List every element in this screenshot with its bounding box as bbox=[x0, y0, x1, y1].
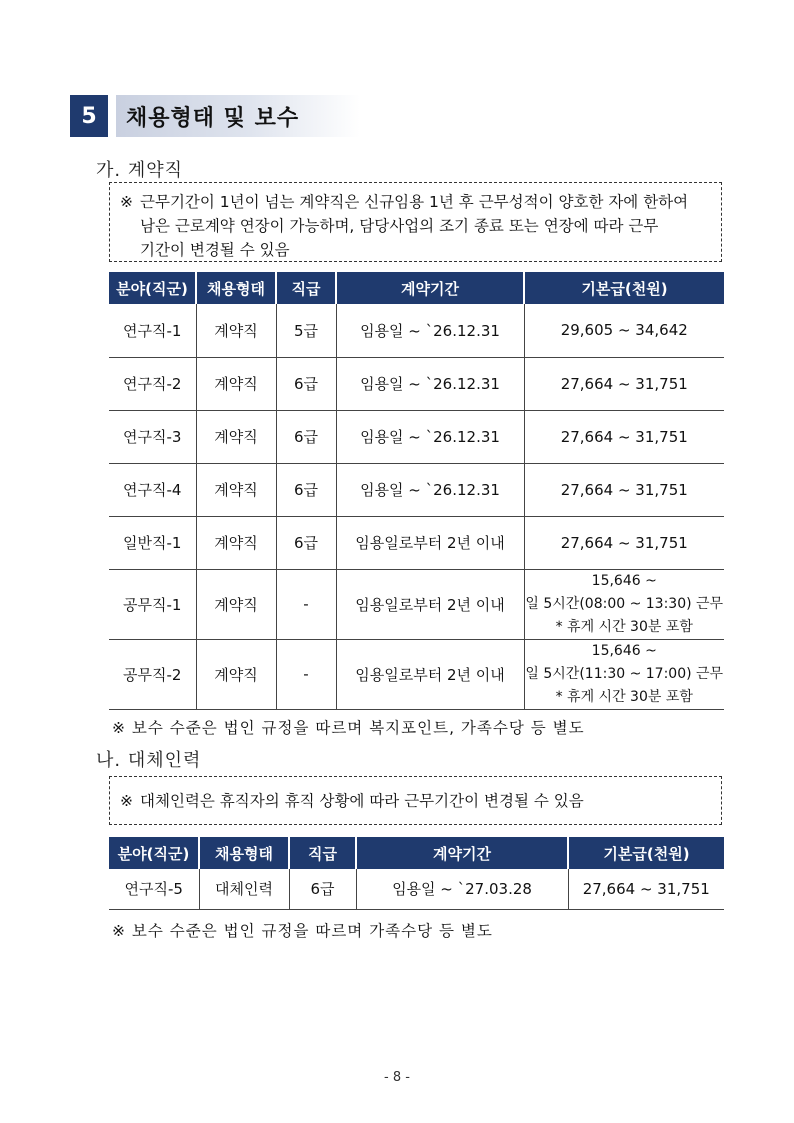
cell-type: 계약직 bbox=[196, 410, 276, 463]
cell-wage: 27,664 ~ 31,751 bbox=[524, 516, 724, 569]
cell-type: 계약직 bbox=[196, 569, 276, 639]
contract-footnote: ※ 보수 수준은 법인 규정을 따르며 복지포인트, 가족수당 등 별도 bbox=[112, 719, 585, 737]
section-number: 5 bbox=[70, 95, 108, 137]
cell-type: 계약직 bbox=[196, 463, 276, 516]
cell-grade: - bbox=[276, 639, 336, 709]
note-mark: ※ bbox=[120, 792, 133, 810]
table-row bbox=[109, 357, 724, 410]
cell-field: 연구직-1 bbox=[109, 304, 196, 357]
wage-break-note: * 휴게 시간 30분 포함 bbox=[555, 618, 693, 635]
cell-type: 대체인력 bbox=[199, 869, 289, 909]
column-header: 계약기간 bbox=[356, 837, 568, 869]
column-header: 직급 bbox=[289, 837, 356, 869]
cell-field: 연구직-3 bbox=[109, 410, 196, 463]
cell-wage: 27,664 ~ 31,751 bbox=[524, 463, 724, 516]
table-header-row bbox=[109, 837, 724, 869]
table-row bbox=[109, 410, 724, 463]
cell-field: 연구직-4 bbox=[109, 463, 196, 516]
substitute-footnote: ※ 보수 수준은 법인 규정을 따르며 가족수당 등 별도 bbox=[112, 922, 493, 940]
column-header: 채용형태 bbox=[199, 837, 289, 869]
cell-field: 연구직-5 bbox=[109, 869, 199, 909]
table-row bbox=[109, 304, 724, 357]
cell-type: 계약직 bbox=[196, 357, 276, 410]
column-header: 기본급(천원) bbox=[568, 837, 724, 869]
cell-grade: 6급 bbox=[276, 357, 336, 410]
table-row bbox=[109, 463, 724, 516]
table-row bbox=[109, 639, 724, 709]
cell-grade: 6급 bbox=[276, 463, 336, 516]
substitute-heading: 나. 대체인력 bbox=[96, 750, 202, 771]
table-row bbox=[109, 516, 724, 569]
cell-type: 계약직 bbox=[196, 639, 276, 709]
note-text: 대체인력은 휴직자의 휴직 상황에 따라 근무기간이 변경될 수 있음 bbox=[140, 792, 584, 810]
section-header bbox=[70, 95, 360, 137]
cell-field: 공무직-1 bbox=[109, 569, 196, 639]
note-line: 근무기간이 1년이 넘는 계약직은 신규임용 1년 후 근무성적이 양호한 자에 한하여 bbox=[140, 193, 689, 211]
note-mark: ※ bbox=[120, 193, 133, 211]
column-header: 직급 bbox=[276, 272, 336, 304]
cell-period: 임용일 ~ `26.12.31 bbox=[336, 304, 524, 357]
cell-period: 임용일 ~ `27.03.28 bbox=[356, 869, 568, 909]
table-row bbox=[109, 869, 724, 909]
cell-field: 연구직-2 bbox=[109, 357, 196, 410]
cell-period: 임용일로부터 2년 이내 bbox=[336, 639, 524, 709]
cell-type: 계약직 bbox=[196, 516, 276, 569]
section-title: 채용형태 및 보수 bbox=[116, 95, 360, 137]
cell-grade: 6급 bbox=[289, 869, 356, 909]
column-header: 계약기간 bbox=[336, 272, 524, 304]
note-line: 남은 근로계약 연장이 가능하며, 담당사업의 조기 종료 또는 연장에 따라 근무 bbox=[140, 217, 659, 235]
column-header: 채용형태 bbox=[196, 272, 276, 304]
table-header-row bbox=[109, 272, 724, 304]
cell-wage: 27,664 ~ 31,751 bbox=[524, 357, 724, 410]
cell-grade: - bbox=[276, 569, 336, 639]
wage-hours: 일 5시간(11:30 ~ 17:00) 근무 bbox=[525, 665, 724, 682]
page-number: - 8 - bbox=[384, 1070, 410, 1085]
wage-break-note: * 휴게 시간 30분 포함 bbox=[555, 688, 693, 705]
wage-range: 15,646 ~ bbox=[591, 572, 657, 589]
cell-grade: 6급 bbox=[276, 516, 336, 569]
cell-wage: 29,605 ~ 34,642 bbox=[524, 304, 724, 357]
cell-period: 임용일 ~ `26.12.31 bbox=[336, 357, 524, 410]
cell-wage: 27,664 ~ 31,751 bbox=[568, 869, 724, 909]
column-header: 분야(직군) bbox=[109, 837, 199, 869]
cell-period: 임용일 ~ `26.12.31 bbox=[336, 410, 524, 463]
wage-range: 15,646 ~ bbox=[591, 642, 657, 659]
cell-grade: 6급 bbox=[276, 410, 336, 463]
cell-field: 공무직-2 bbox=[109, 639, 196, 709]
cell-type: 계약직 bbox=[196, 304, 276, 357]
substitute-note-box bbox=[109, 776, 722, 825]
cell-period: 임용일 ~ `26.12.31 bbox=[336, 463, 524, 516]
table-row bbox=[109, 569, 724, 639]
column-header: 분야(직군) bbox=[109, 272, 196, 304]
note-line: 기간이 변경될 수 있음 bbox=[140, 241, 290, 259]
column-header: 기본급(천원) bbox=[524, 272, 724, 304]
contract-table bbox=[109, 272, 724, 710]
cell-wage bbox=[524, 569, 724, 639]
cell-period: 임용일로부터 2년 이내 bbox=[336, 516, 524, 569]
contract-heading: 가. 계약직 bbox=[96, 160, 183, 181]
cell-field: 일반직-1 bbox=[109, 516, 196, 569]
cell-period: 임용일로부터 2년 이내 bbox=[336, 569, 524, 639]
wage-hours: 일 5시간(08:00 ~ 13:30) 근무 bbox=[525, 595, 724, 612]
substitute-table bbox=[109, 837, 724, 910]
contract-note-box bbox=[109, 182, 722, 262]
cell-grade: 5급 bbox=[276, 304, 336, 357]
cell-wage: 27,664 ~ 31,751 bbox=[524, 410, 724, 463]
cell-wage bbox=[524, 639, 724, 709]
